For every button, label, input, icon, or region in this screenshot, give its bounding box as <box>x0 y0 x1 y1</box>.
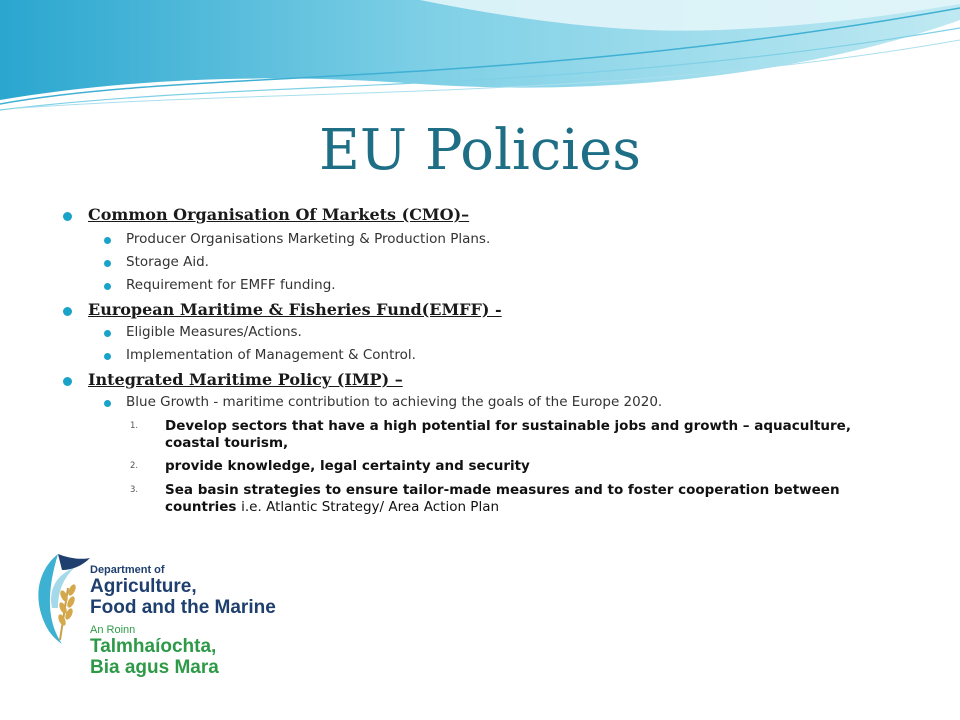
bullet-dot <box>104 353 111 360</box>
section-heading-emff: European Maritime & Fisheries Fund(EMFF) - <box>88 300 502 319</box>
logo-line-an-roinn: An Roinn <box>90 624 136 636</box>
list-item: Requirement for EMFF funding. <box>126 277 336 293</box>
list-number: 3. <box>130 485 139 495</box>
bullet-dot <box>104 283 111 290</box>
bullet-dot <box>63 307 72 316</box>
numbered-item: Develop sectors that have a high potential for sustainable jobs and growth – aquaculture, coastal tourism, <box>165 418 851 451</box>
logo-line-food-marine: Food and the Marine <box>90 597 276 618</box>
logo-line-talmhaiochta: Talmhaíochta, <box>90 636 217 657</box>
bullet-dot <box>63 212 72 221</box>
numbered-item <box>165 482 885 516</box>
list-item: Storage Aid. <box>126 254 209 270</box>
list-item: Producer Organisations Marketing & Production Plans. <box>126 231 491 247</box>
bullet-dot <box>104 400 111 407</box>
section-heading-cmo: Common Organisation Of Markets (CMO)– <box>88 205 470 224</box>
logo-line-bia-agus-mara: Bia agus Mara <box>90 657 219 678</box>
logo-line-department: Department of <box>90 564 165 576</box>
wheat-wave-emblem-icon <box>28 548 92 648</box>
list-item: Eligible Measures/Actions. <box>126 324 302 340</box>
bullet-dot <box>63 377 72 386</box>
department-logo <box>10 540 288 685</box>
section-heading-imp: Integrated Maritime Policy (IMP) – <box>88 370 403 389</box>
logo-line-agriculture: Agriculture, <box>90 576 197 597</box>
bullet-dot <box>104 237 111 244</box>
numbered-item-bold: Sea basin strategies to ensure tailor-made measures and to foster cooperation between countries <box>165 482 840 515</box>
slide-title: EU Policies <box>319 118 641 183</box>
numbered-item: provide knowledge, legal certainty and security <box>165 458 530 474</box>
list-number: 2. <box>130 461 139 471</box>
list-number: 1. <box>130 421 139 431</box>
list-item: Implementation of Management & Control. <box>126 347 416 363</box>
bullet-dot <box>104 330 111 337</box>
numbered-item-plain: i.e. Atlantic Strategy/ Area Action Plan <box>241 499 500 515</box>
bullet-dot <box>104 260 111 267</box>
list-item: Blue Growth - maritime contribution to achieving the goals of the Europe 2020. <box>126 394 663 410</box>
